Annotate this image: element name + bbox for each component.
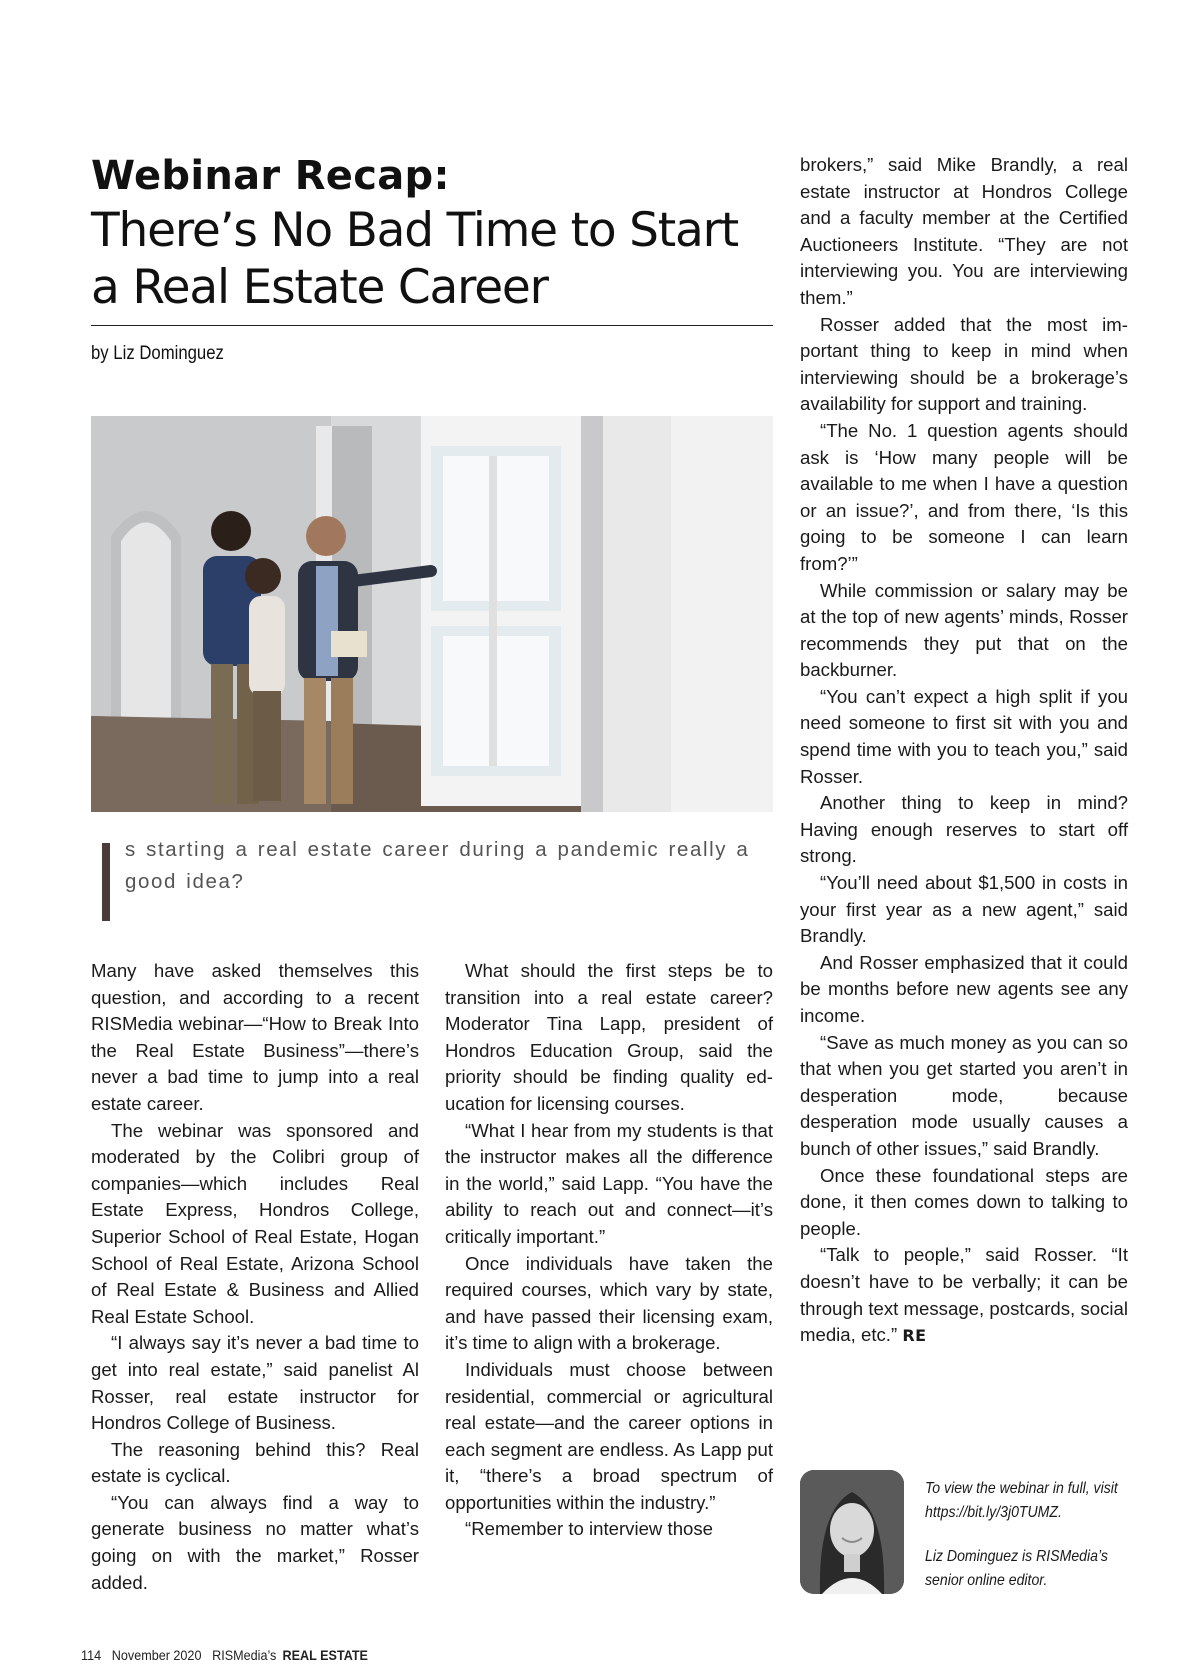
end-mark: RE	[902, 1326, 927, 1346]
paragraph: brokers,” said Mike Brandly, a real estate instructor at Hondros College and a faculty member at the Certified Auctioneers Institute. “They are not interviewing you. You are interviewing them.”	[800, 154, 1128, 308]
article-column-3	[800, 152, 1128, 1350]
paragraph: Once individuals have taken the required courses, which vary by state, and have passed their licensing exam, it’s time to align with a brokerage.	[445, 1252, 773, 1354]
byline: by Liz Dominguez	[91, 343, 224, 364]
page-footer	[81, 1647, 375, 1663]
final-paragraph	[800, 1242, 1128, 1349]
paragraph: “The No. 1 question agents should ask is ‘How many people will be available to me when I have a question or an issue?’, and from there, ‘Is this going to be someone I can learn from?’”	[800, 419, 1128, 574]
paragraph: Another thing to keep in mind? Having enough reserves to start off strong.	[800, 792, 1128, 867]
paragraph: Many have asked themselves this question, and according to a recent RISMedia webinar—“How to Break Into the Real Estate Business”—there’s never a bad time to jump into a real estate career.	[91, 960, 419, 1114]
author-photo	[800, 1470, 904, 1594]
paragraph: “What I hear from my students is that the instructor makes all the difference in the world,” said Lapp. “You have the ability to reach out and connect—it’s critically important.”	[445, 1119, 773, 1247]
paragraph: “Save as much money as you can so that when you get started you aren’t in desperation mode, because desperation mode usually causes a bunch of other issues,” said Brandly.	[800, 1031, 1128, 1159]
article-column-1	[91, 958, 419, 1596]
title-block	[91, 150, 771, 316]
headline-line-2: a Real Estate Career	[91, 260, 548, 315]
article-kicker: Webinar Recap:	[91, 153, 450, 199]
intro-question: s starting a real estate career during a pandemic really a good idea?	[125, 838, 750, 893]
paragraph: While commission or salary may be at the top of new agents’ minds, Rosser recommends they put that on the backburner.	[800, 579, 1128, 681]
page-number: 114	[81, 1647, 102, 1663]
drop-cap-bar	[102, 843, 110, 921]
paragraph: “You can always find a way to generate business no matter what’s going on with the market,” Rosser added.	[91, 1491, 419, 1593]
article-column-2	[445, 958, 773, 1543]
paragraph: And Rosser emphasized that it could be months before new agents see any income.	[800, 951, 1128, 1026]
paragraph: “Remember to interview those	[465, 1518, 714, 1540]
author-note	[925, 1477, 1127, 1613]
paragraph: The reasoning behind this? Real estate is cyclical.	[91, 1438, 419, 1487]
author-bio: Liz Dominguez is RISMedia’s senior online editor.	[925, 1548, 1108, 1589]
paragraph-text: “Talk to people,” said Rosser. “It doesn’t have to be verbally; it can be through text message, postcards, social media, etc.”	[800, 1244, 1128, 1346]
publisher-name: RISMedia’s	[212, 1647, 277, 1663]
title-divider	[91, 325, 773, 326]
paragraph: Rosser added that the most important thing to keep in mind when interviewing should be a brokerage’s availability for support and training.	[800, 313, 1128, 415]
paragraph: What should the first steps be to transition into a real estate career? Moderator Tina Lapp, president of Hondros Education Group, said the priority should be finding quality education for licensing courses.	[445, 960, 773, 1114]
webinar-link-note: To view the webinar in full, visit https://bit.ly/3j0TUMZ.	[925, 1480, 1118, 1521]
headline-line-1: There’s No Bad Time to Start	[91, 203, 738, 258]
paragraph: Individuals must choose between residential, commercial or agricultural real estate—and the career options in each segment are endless. As Lapp put it, “there’s a broad spectrum of opportunities within the industry.”	[445, 1358, 773, 1513]
issue-date: November 2020	[111, 1647, 202, 1663]
paragraph: Once these foundational steps are done, it then comes down to talking to people.	[800, 1164, 1128, 1239]
magazine-name: REAL ESTATE	[282, 1647, 368, 1663]
paragraph: “You’ll need about $1,500 in costs in your first year as a new agent,” said Brandly.	[800, 872, 1128, 947]
paragraph: The webinar was sponsored and moderated by the Colibri group of companies—which includes Real Estate Express, Hondros College, Superior School of Real Estate, Hogan School of Real Estate, Arizona School of Real Estate & Business and Allied Real Estate School.	[91, 1119, 419, 1327]
paragraph: “You can’t expect a high split if you need someone to first sit with you and spend time with you to teach you,” said Rosser.	[800, 685, 1128, 787]
hero-photo	[91, 416, 773, 812]
paragraph: “I always say it’s never a bad time to get into real estate,” said panelist Al Rosser, real estate instructor for Hondros College of Business.	[91, 1332, 419, 1434]
